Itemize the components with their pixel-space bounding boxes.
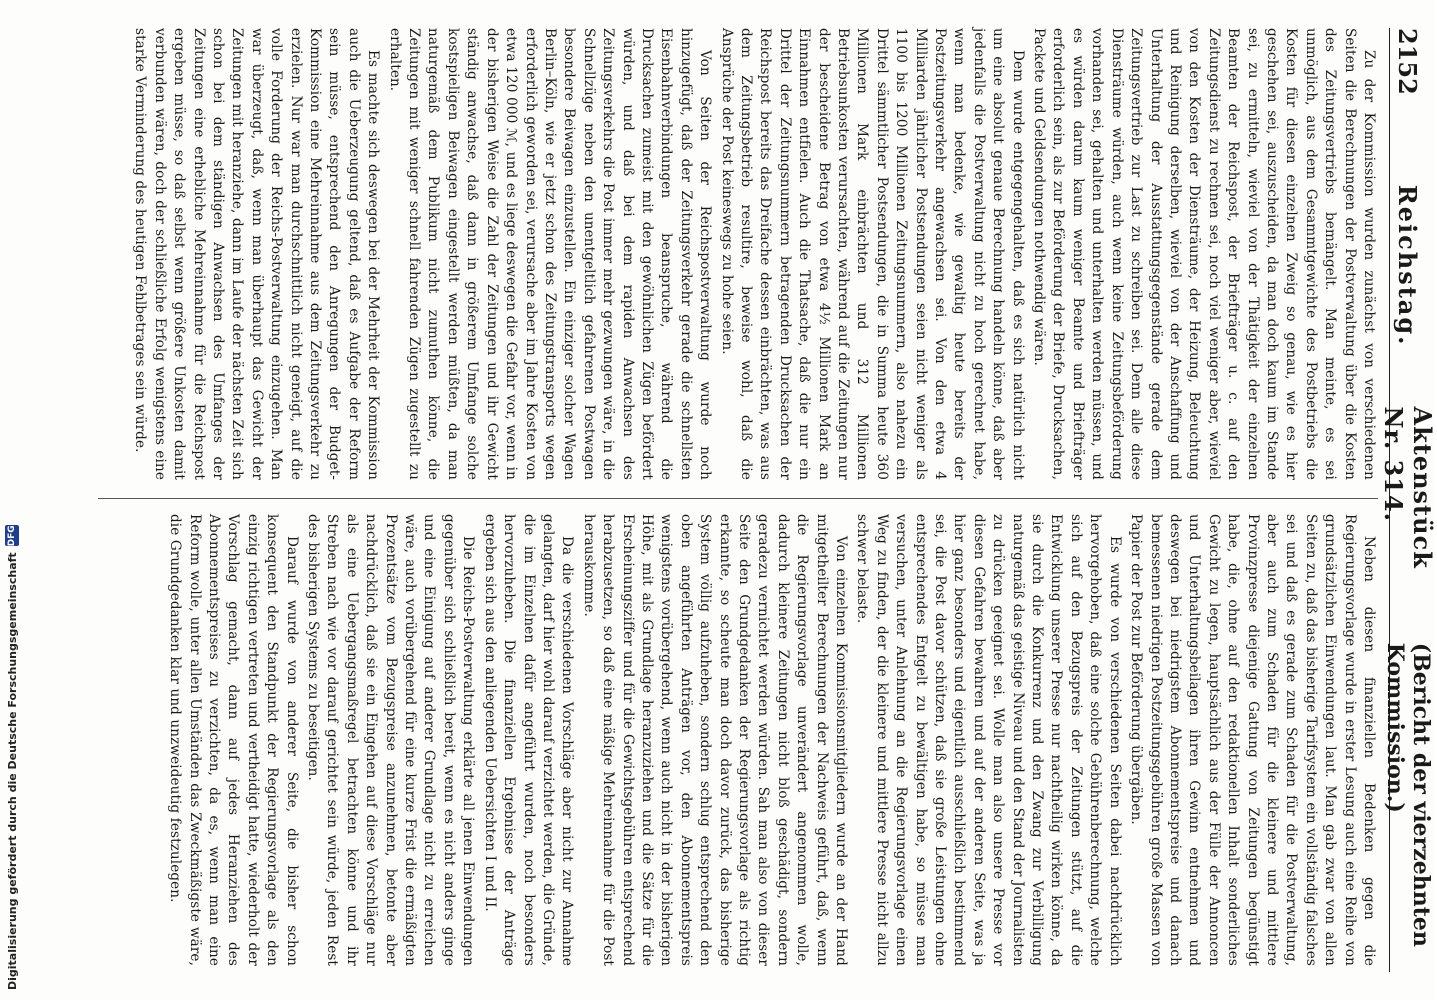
page-content (86, 28, 1437, 972)
rotated-content-area (86, 28, 1437, 972)
page-number: 2152 (1393, 28, 1423, 95)
right-column (98, 514, 1378, 966)
paragraph: Darauf wurde von anderer Seite, die bisher schon konsequent den Standpunkt der Regierungsvorlage als den einzig richtigen vertreten und vertheidigt hatte, wiederholt der Vorschlag gemacht, dann auf jedes Heranziehen des Abonnementspreises zu verzichten, da es, wenn man eine Reform wolle, unter allen Umständen das Zweckmäßigste wäre, die Grundgedanken klar und unzweideutig festzulegen. (167, 514, 300, 966)
digitization-footer (2, 525, 22, 990)
header-bericht: (Bericht der vierzehnten Kommission.) (1382, 642, 1434, 947)
digitization-note: Digitalisierung gefördert durch die Deutsche Forschungsgemeinschaft (5, 552, 19, 990)
dfg-logo-icon: DFG (7, 525, 17, 547)
header-aktenstueck: Aktenstück Nr. 314. (1379, 406, 1437, 569)
paragraph: Es machte sich deswegen bei der Mehrheit der Kommission auch die Ueberzeugung geltend, daß es Aufgabe der Reform sein müsse, entsprechend den Anregungen der Budget-Kommission eine Mehreinnahme aus dem Zeitungsverkehr zu erzielen. Nur war man durchschnittlich nicht geneigt, auf die volle Forderung der Reichs-Postverwaltung einzugehen. Man war überzeugt, daß, wenn man überhaupt das Gewicht der Zeitungen mit heranziehe, dann im Laufe der nächsten Zeit sich schon bei dem ständigen Anwachsen des Umfanges der Zeitungen eine erhebliche Mehreinnahme für die Reichspost ergeben müsse, so daß selbst wenn größere Unkosten damit verbunden wären, doch der schließliche Erfolg wenigstens eine starke Verminderung des heutigen Fehlbetrages sein würde. (132, 28, 382, 480)
paragraph: Von einzelnen Kommissionsmitgliedern wurde an der Hand mitgetheilter Berechnungen der Nachweis geführt, daß, wenn die Regierungsvorlage unverändert angenommen wolle, dadurch kleinere Zeitungen nicht bloß geschädigt, sondern geradezu vernichtet werden würden. Sah man also von dieser Seite den Grundgedanken der Regierungsvorlage als richtig erkannte, so scheute man doch davor zurück, das bisherige System völlig aufzuheben, sondern schlug entsprechend den oben angeführten Anträgen vor, den Abonnementspreis wenigstens vorübergehend, wenn auch nicht in der bisherigen Höhe, mit als Grundlage heranzuziehen und die Sätze für die Erscheinungsziffer und für die Gewichtsgebühren entsprechend herabzusetzen, so daß eine mäßige Mehreinnahme für die Post herauskomme. (580, 514, 850, 966)
paragraph: Neben diesen finanziellen Bedenken gegen die Regierungsvorlage wurde in erster Lesung auch eine Reihe von grundsätzlichen Einwendungen laut. Man gab zwar von allen Seiten zu, daß das bisherige Tarifsystem ein vollständig falsches sei und daß es gerade zum Schaden für die Postverwaltung, aber auch zum Schaden für die kleinere und mittlere Provinzpresse diejenige Gattung von Zeitungen begünstigt habe, die, ohne auf den redaktionellen Inhalt sonderliches Gewicht zu legen, hauptsächlich aus der Fülle der Annoncen und Unterhaltungsbeilagen ihren Gewinn entnehmen und deswegen bei niedrigstem Abonnementspreise und danach bemessenen niedrigen Postzeitungsgebühren große Massen von Papier der Post zur Beförderung übergäben. (1128, 514, 1377, 966)
footer-text-row (2, 525, 22, 990)
paragraph: Da die verschiedenen Vorschläge aber nicht zur Annahme gelangten, darf hier wohl darauf verzichtet werden, die Gründe, die im Einzelnen dafür angeführt wurden, noch besonders hervorzuheben. Die finanziellen Ergebnisse der Anträge ergeben sich aus den anliegenden Uebersichten I und II. (481, 514, 576, 966)
header-reichstag: Reichstag. (1393, 184, 1423, 347)
paragraph: Von Seiten der Reichspostverwaltung wurde noch hinzugefügt, daß der Zeitungsverkehr gerade die schnellsten Eisenbahnverbindungen beanspruche, während die Drucksachen zumeist mit den gewöhnlichen Zügen befördert würden, und daß bei dem rapiden Anwachsen des Zeitungsverkehrs die Post immer mehr gezwungen wäre, in die Schnellzüge neben den unentgeltlich gefahrenen Postwagen besondere Beiwagen einzustellen. Ein einziger solcher Wagen Berlin–Köln, wie er jetzt schon des Zeitungstransports wegen erforderlich geworden sei, verursache aber im Jahre Kosten von etwa 120 000 ℳ, und es liege deswegen die Gefahr vor, wenn in der bisherigen Weise die Zahl der Zeitungen und ihr Gewicht ständig anwachse, daß dann in größerem Umfange solche kostspieligen Beiwagen eingestellt werden müßten, da man naturgemäß dem Publikum nicht zumuthen könne, die Zeitungen mit weniger schnell fahrenden Zügen zugestellt zu erhalten. (386, 28, 714, 480)
left-column (98, 28, 1378, 480)
paragraph: Es wurde von verschiedenen Seiten dabei nachdrücklich hervorgehoben, daß eine solche Gebührenberechnung, welche sich auf den Bezugspreis der Zeitungen stützt, auf die Entwicklung unserer Presse nur nachtheilig wirken könne, da sie durch die Konkurrenz und den Zwang zur Verbilligung naturgemäß das geistige Niveau und den Stand der Journalisten zu drücken geeignet sei. Wolle man also unsere Presse vor diesen Gefahren bewahren und auf der anderen Seite, was ja hier ganz besonders und eigentlich ausschließlich bestimmend sei, die Post davor schützen, daß sie große Leistungen ohne entsprechendes Entgelt zu bewältigen habe, so müsse man versuchen, unter Anlehnung an die Regierungsvorlage einen Weg zu finden, der die kleinere und mittlere Presse nicht allzu schwer belaste. (854, 514, 1123, 966)
paragraph: Die Reichs-Postverwaltung erklärte all jenen Einwendungen gegenüber sich schließlich bereit, wenn es nicht anders ginge und eine Einigung auf anderer Grundlage nicht zu erreichen wäre, auch vorübergehend für eine kurze Frist die ermäßigten Prozentsätze vom Bezugspreise anzunehmen, betonte aber nachdrücklich, daß sie ein Eingehen auf diese Vorschläge nur als eine Uebergangsmaßregel betrachten könne und ihr Streben nach wie vor darauf gerichtet sein würde, jeden Rest des bisherigen Systems zu beseitigen. (305, 514, 477, 966)
page-header (1379, 28, 1437, 972)
column-divider (98, 498, 1378, 499)
paragraph: Dem wurde entgegengehalten, daß es sich natürlich nicht um eine absolut genaue Berechnung handeln könne, daß aber jedenfalls die Postverwaltung nicht zu hoch gerechnet habe, wenn man bedenke, wie gewaltig heute bereits der Postzeitungsverkehr angewachsen sei. Von den etwa 4 Milliarden jährlicher Postsendungen seien nicht weniger als 1100 bis 1200 Millionen Zeitungsnummern, also nahezu ein Drittel sämmtlicher Postsendungen, die in Summa heute 360 Millionen Mark einbrächten und 312 Millionen Betriebsunkosten verursachten, während auf die Zeitungen nur der bescheidene Betrag von etwa 4½ Millionen Mark an Einnahmen entfielen. Auch die Thatsache, daß die nur ein Drittel der Zeitungsnummern betragenden Drucksachen der Reichspost bereits das Dreifache dessen einbrächten, was aus dem Zeitungsbetrieb resultire, beweise wohl, daß die Ansprüche der Post keineswegs zu hohe seien. (718, 28, 1026, 480)
paragraph: Zu der Kommission wurden zunächst von verschiedenen Seiten die Berechnungen der Postverwaltung über die Kosten des Zeitungsvertriebs bemängelt. Man meinte, es sei unmöglich, aus dem Gesammtgewichte des Postbetriebs die Kosten für diesen einzelnen Zweig so genau, wie es hier geschehen sei, auszuscheiden, da man doch kaum im Stande sei, zu ermitteln, wieviel von der Thätigkeit der einzelnen Beamten der Reichspost, der Briefträger u. c. auf den Zeitungsdienst zu rechnen sei, noch viel weniger aber, wieviel von den Kosten der Diensträume, der Heizung, Beleuchtung und Reinigung derselben, wieviel von der Anschaffung und Unterhaltung der Ausstattungsgegenstände gerade dem Zeitungsvertrieb zur Last zu schreiben sei. Denn alle diese Diensträume würden, auch wenn keine Zeitungsbeförderung vorhanden sei, gehalten und unterhalten werden müssen, und es würden darum kaum weniger Beamte und Briefträger erforderlich sein, als zur Beförderung der Briefe, Drucksachen, Packete und Geldsendungen nothwendig wären. (1031, 28, 1377, 480)
